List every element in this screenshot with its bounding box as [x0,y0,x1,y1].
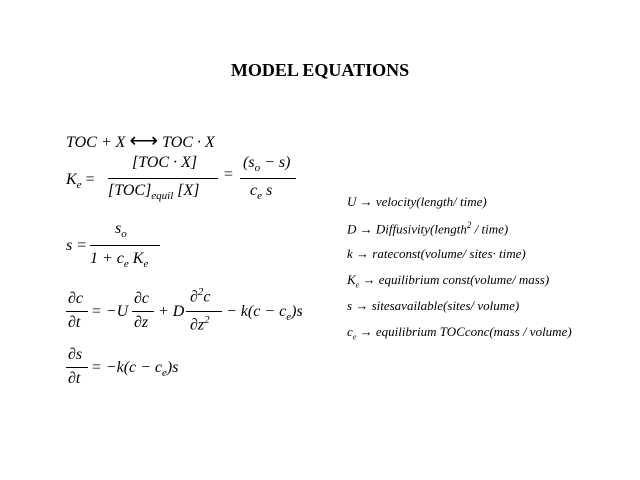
ke-den2-sub: e [257,190,262,203]
pde1-num1: ∂c [68,290,84,307]
def-sub: e [355,280,360,290]
def-symbol: D [347,221,357,237]
pde1-den2: ∂z [134,314,149,331]
pde1-tail-sub: e [286,311,292,324]
ke-num2-sub: o [254,162,261,175]
double-arrow-icon: ⟷ [129,130,159,152]
def-symbol: k [347,246,353,261]
def-symbol: s [347,298,353,313]
variable-definitions [347,194,637,344]
def-symbol: c [347,324,353,339]
def-sup: 2 [466,220,472,230]
ke-den2-tail: s [262,182,273,199]
right-arrow-icon: → [362,272,376,287]
reaction-right: TOC · X [162,134,215,151]
ke-fraction-bar-2 [240,178,296,179]
definition-ke [347,272,549,290]
pde2-rhs-end: )s [166,359,179,376]
ke-equals-2: = [224,166,234,183]
pde1-den3-sup: 2 [204,314,210,326]
s-num-symbol: s [115,220,122,237]
right-arrow-icon: → [356,246,370,261]
def-text: equilibrium TOCconc(mass / volume) [375,324,572,339]
s-num-sub: o [121,228,127,241]
right-arrow-icon: → [359,221,373,237]
pde1-bar1 [66,311,88,312]
ke-numerator-1: [TOC · X] [132,154,198,171]
pde1-tail-end: )s [291,303,303,320]
pde1-den3-dz: ∂z [190,316,205,334]
pde2-rhs [91,359,178,379]
ke-den1-x: [X] [177,182,200,199]
def-text: Diffusivity(length [375,221,467,237]
definition-ce [347,324,572,342]
def-text: rateconst(volume/ sites· time) [372,246,526,261]
ke-den1-toc: [TOC] [108,182,152,199]
def-text: velocity(length/ time) [375,194,487,209]
def-text: equilibrium const(volume/ mass) [378,272,550,287]
right-arrow-icon: → [359,324,373,339]
pde1-den3 [190,314,210,334]
definition-k [347,246,526,262]
page-title: MODEL EQUATIONS [230,60,410,80]
pde1-bar3 [186,311,222,312]
s-numerator [115,220,127,240]
ke-equals: = [85,171,95,188]
ke-fraction-bar-1 [108,178,218,179]
ke-denominator-1 [108,182,200,202]
ke-symbol: K [66,171,77,188]
def-symbol: U [347,194,357,209]
pde1-bar2 [132,311,154,312]
s-den-sub2: e [143,258,149,271]
s-denominator [90,250,148,270]
ke-subscript: e [76,179,82,192]
pde2-bar [66,367,88,368]
ke-num2-a: (s [243,154,255,171]
pde1-tail: − k(c − c [226,303,287,320]
s-den-a: 1 + c [90,250,124,267]
pde1-eq: = −U [91,303,129,320]
pde1-num2: ∂c [134,290,150,307]
pde1-den1: ∂t [68,314,81,331]
ke-numerator-2 [243,154,290,174]
s-fraction-bar [90,245,160,246]
pde2-rhs-a: = −k(c − c [91,359,163,376]
ke-denominator-2 [250,182,272,202]
pde1-num3-sup: 2 [197,286,204,298]
reaction-equation [66,128,215,153]
ke-den2-c: c [250,182,258,199]
def-text: sitesavailable(sites/ volume) [371,298,520,313]
definition-u [347,194,487,210]
definition-s [347,298,519,314]
pde2-den: ∂t [68,370,81,387]
def-symbol: K [347,272,356,287]
pde1-plus-d: + D [158,303,185,320]
right-arrow-icon: → [359,194,373,209]
pde1-num3-c: c [203,288,211,306]
ke-num2-tail: − s) [260,154,291,171]
pde1-num3-partial: ∂ [190,288,198,306]
s-den-k: K [128,250,144,267]
def-sub: e [352,332,357,342]
pde2-num: ∂s [68,346,83,363]
reaction-left: TOC + X [66,134,126,151]
s-lhs: s = [66,237,88,254]
pde2-rhs-sub: e [162,367,167,380]
pde1-num3 [190,286,211,306]
ke-lhs [66,171,95,191]
definition-d [347,220,508,237]
ke-den1-sub: equil [151,190,174,203]
def-text-tail: / time) [471,221,509,237]
s-den-sub: e [123,258,129,271]
right-arrow-icon: → [355,298,369,313]
pde1-reaction-term [226,303,303,323]
